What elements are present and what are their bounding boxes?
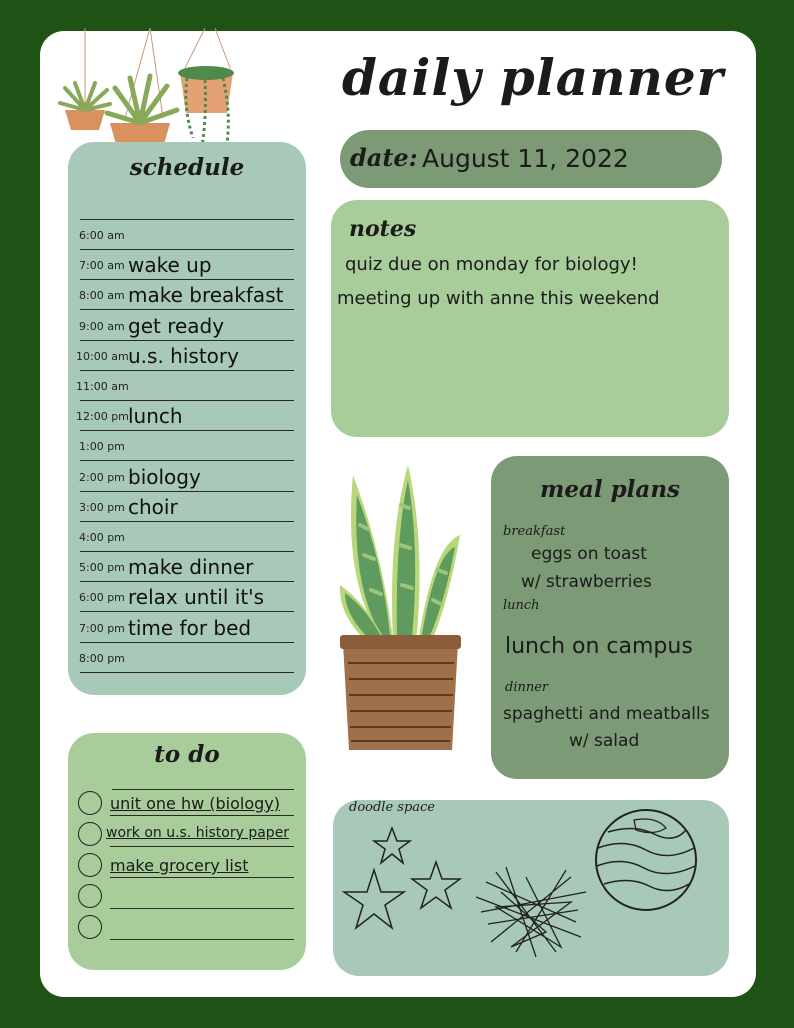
schedule-time: 11:00 am bbox=[76, 380, 129, 393]
schedule-task[interactable]: biology bbox=[128, 464, 201, 489]
schedule-time: 5:00 pm bbox=[79, 561, 125, 575]
schedule-time: 2:00 pm bbox=[79, 470, 125, 484]
schedule-row-line bbox=[80, 340, 294, 341]
schedule-time: 7:00 am bbox=[79, 259, 125, 273]
dinner-line[interactable]: w/ salad bbox=[569, 731, 640, 751]
schedule-row-line bbox=[80, 279, 294, 280]
schedule-time: 8:00 pm bbox=[79, 651, 125, 665]
todo-card bbox=[68, 733, 306, 970]
schedule-task[interactable]: choir bbox=[128, 494, 178, 519]
page-title: daily planner bbox=[341, 48, 724, 107]
star-icon bbox=[410, 860, 462, 912]
doodle-label: doodle space bbox=[349, 800, 435, 815]
schedule-row-line bbox=[80, 400, 294, 401]
schedule-time: 10:00 am bbox=[76, 349, 129, 363]
todo-item-text[interactable]: work on u.s. history paper bbox=[106, 825, 290, 841]
schedule-time: 6:00 pm bbox=[79, 591, 125, 605]
schedule-time: 6:00 am bbox=[79, 229, 125, 242]
schedule-time: 12:00 pm bbox=[76, 410, 129, 424]
dinner-line[interactable]: spaghetti and meatballs bbox=[503, 704, 710, 724]
todo-line bbox=[110, 846, 294, 847]
todo-item-text[interactable]: make grocery list bbox=[110, 856, 249, 875]
notes-card bbox=[331, 200, 729, 437]
schedule-row-line bbox=[80, 460, 294, 461]
checkbox-circle-icon[interactable] bbox=[78, 915, 102, 939]
todo-line bbox=[110, 939, 294, 940]
planet-icon bbox=[594, 808, 698, 912]
schedule-row-line bbox=[80, 430, 294, 431]
meal-plans-title: meal plans bbox=[539, 476, 680, 503]
snake-plant-icon bbox=[338, 465, 468, 755]
schedule-row-line bbox=[80, 370, 294, 371]
schedule-title: schedule bbox=[129, 154, 245, 181]
schedule-row-line bbox=[80, 611, 294, 612]
note-line[interactable]: quiz due on monday for biology! bbox=[345, 254, 638, 275]
notes-title: notes bbox=[349, 216, 417, 242]
todo-title: to do bbox=[154, 741, 220, 768]
schedule-row-line bbox=[80, 551, 294, 552]
meal-plans-card bbox=[491, 456, 729, 779]
date-label: date: bbox=[350, 143, 418, 172]
checkbox-circle-icon[interactable] bbox=[78, 853, 102, 877]
schedule-task[interactable]: u.s. history bbox=[128, 343, 239, 368]
scribble-icon bbox=[476, 862, 596, 962]
checkbox-circle-icon[interactable] bbox=[78, 884, 102, 908]
todo-line bbox=[110, 815, 294, 816]
schedule-row-line bbox=[80, 309, 294, 310]
star-icon bbox=[342, 868, 406, 932]
schedule-time: 1:00 pm bbox=[79, 440, 125, 454]
schedule-time: 4:00 pm bbox=[79, 531, 125, 544]
todo-header-line bbox=[112, 789, 294, 790]
schedule-row-line bbox=[80, 491, 294, 492]
breakfast-line[interactable]: w/ strawberries bbox=[521, 572, 652, 592]
schedule-task[interactable]: lunch bbox=[128, 404, 183, 429]
todo-item-text[interactable]: unit one hw (biology) bbox=[110, 794, 280, 813]
schedule-row-line bbox=[80, 672, 294, 673]
schedule-task[interactable]: time for bed bbox=[128, 615, 252, 640]
schedule-time: 8:00 am bbox=[79, 289, 125, 303]
note-line[interactable]: meeting up with anne this weekend bbox=[337, 288, 660, 309]
lunch-label: lunch bbox=[503, 598, 540, 613]
dinner-label: dinner bbox=[505, 680, 549, 695]
schedule-task[interactable]: get ready bbox=[128, 313, 225, 338]
todo-line bbox=[110, 908, 294, 909]
schedule-time: 3:00 pm bbox=[79, 500, 125, 514]
date-value[interactable]: August 11, 2022 bbox=[422, 144, 629, 173]
checkbox-circle-icon[interactable] bbox=[78, 822, 102, 846]
schedule-header-line bbox=[80, 219, 294, 220]
star-icon bbox=[372, 826, 412, 866]
date-card bbox=[340, 130, 722, 188]
schedule-time: 9:00 am bbox=[79, 319, 125, 333]
schedule-task[interactable]: make breakfast bbox=[128, 283, 284, 308]
schedule-row-line bbox=[80, 249, 294, 250]
breakfast-line[interactable]: eggs on toast bbox=[531, 544, 647, 564]
schedule-task[interactable]: make dinner bbox=[128, 555, 254, 580]
schedule-row-line bbox=[80, 521, 294, 522]
schedule-row-line bbox=[80, 581, 294, 582]
schedule-time: 7:00 pm bbox=[79, 621, 125, 635]
schedule-task[interactable]: wake up bbox=[128, 253, 212, 278]
todo-line bbox=[110, 877, 294, 878]
checkbox-circle-icon[interactable] bbox=[78, 791, 102, 815]
breakfast-label: breakfast bbox=[503, 524, 566, 539]
schedule-card bbox=[68, 142, 306, 695]
lunch-line[interactable]: lunch on campus bbox=[505, 634, 693, 659]
schedule-task[interactable]: relax until it's bbox=[128, 585, 265, 610]
schedule-row-line bbox=[80, 642, 294, 643]
